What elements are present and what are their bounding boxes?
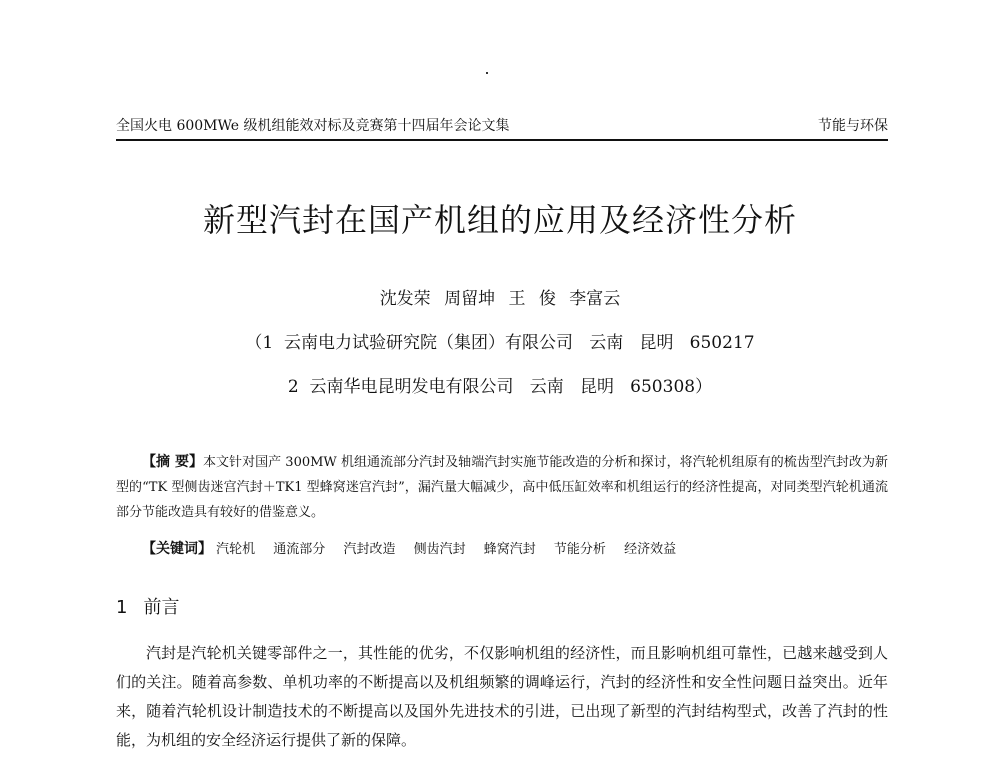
abstract: [116, 450, 888, 525]
keyword-list: [216, 542, 690, 557]
scan-speck: [486, 72, 488, 74]
keyword: 汽轮机: [216, 542, 256, 557]
keyword: 蜂窝汽封: [483, 542, 536, 557]
body-paragraph: 汽封是汽轮机关键零部件之一，其性能的优劣，不仅影响机组的经济性，而且影响机组可靠性，已越来越受到人们的关注。随着高参数、单机功率的不断提高以及机组频繁的调峰运行，汽封的经济性和安全性问题日益突出。近年来，随着汽轮机设计制造技术的不断提高以及国外先进技术的引进，已出现了新型的汽封结构型式，改善了汽封的性能，为机组的安全经济运行提供了新的保障。: [116, 644, 888, 749]
header-rule: [116, 139, 888, 141]
proceedings-title: 全国火电 600MWe 级机组能效对标及竞赛第十四届年会论文集: [116, 118, 510, 134]
section-heading: [116, 595, 179, 621]
affiliation-1: （1 云南电力试验研究院（集团）有限公司 云南 昆明 650217: [245, 333, 755, 353]
abstract-label: 【摘 要】: [142, 454, 203, 470]
affiliation-2: 2 云南华电昆明发电有限公司 云南 昆明 650308）: [287, 377, 713, 397]
paper-title: 新型汽封在国产机组的应用及经济性分析: [202, 201, 797, 239]
section-title: 前言: [143, 597, 180, 618]
keyword: 经济效益: [624, 542, 677, 557]
keyword: 汽封改造: [343, 542, 396, 557]
keywords: [116, 537, 888, 562]
keyword: 通流部分: [273, 542, 326, 557]
section-number: 1: [116, 597, 128, 618]
running-header: [116, 116, 888, 140]
abstract-text: 本文针对国产 300MW 机组通流部分汽封及轴端汽封实施节能改造的分析和探讨，将汽轮机组原有的梳齿型汽封改为新型的“TK 型侧齿迷宫汽封＋TK1 型蜂窝迷宫汽封”，漏汽量大幅减少，高中低压缸效率和机组运行的经济性提高，对同类型汽轮机通流部分节能改造具有较好的借鉴意义。: [116, 455, 888, 520]
keyword: 侧齿汽封: [413, 542, 466, 557]
keyword: 节能分析: [553, 542, 606, 557]
keywords-label: 【关键词】: [142, 541, 212, 557]
authors: 沈发荣 周留坤 王 俊 李富云: [379, 289, 621, 309]
section-category: 节能与环保: [818, 118, 888, 134]
